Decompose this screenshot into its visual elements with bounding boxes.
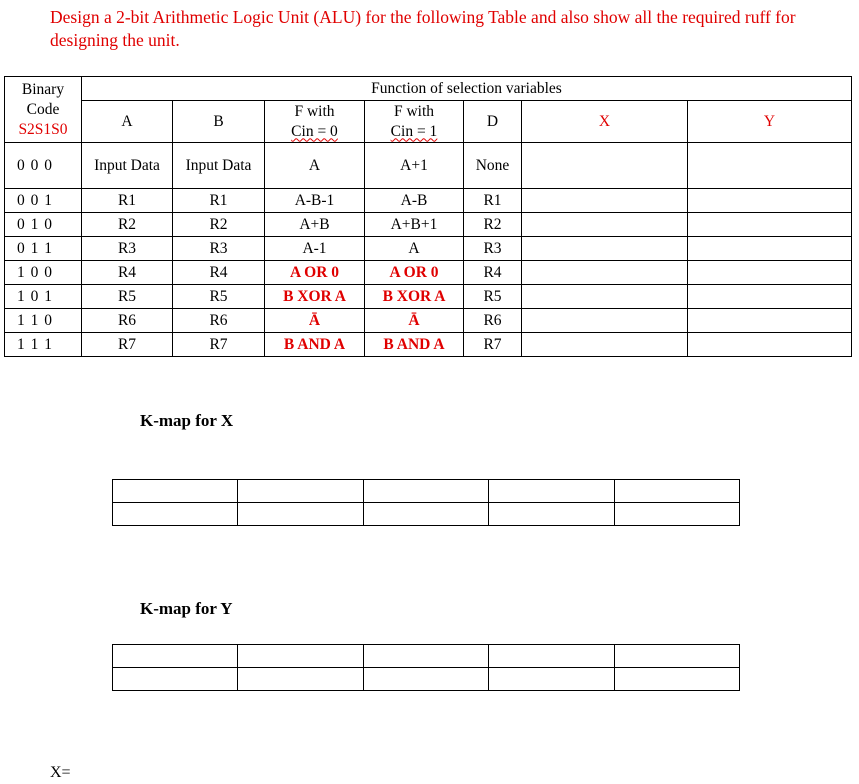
cell-b: Input Data: [173, 143, 265, 189]
cell-select-code: 0 1 0: [5, 213, 82, 237]
cell-f-cin0: A+B: [265, 213, 365, 237]
table-row: [5, 261, 852, 285]
cell-x[interactable]: [522, 213, 688, 237]
col-f-cin0-header: F with Cin = 0: [265, 101, 365, 143]
cell-a: R2: [82, 213, 173, 237]
cell-d: R2: [464, 213, 522, 237]
cell-f-cin1: A: [365, 237, 464, 261]
cell-d: R3: [464, 237, 522, 261]
cell-x[interactable]: [522, 189, 688, 213]
cell-f-cin1: B AND A: [365, 333, 464, 357]
cell-x[interactable]: [522, 285, 688, 309]
cell-select-code: 0 1 1: [5, 237, 82, 261]
cell-b: R1: [173, 189, 265, 213]
cell-x[interactable]: [522, 143, 688, 189]
kmap-x-label: K-map for X: [140, 411, 234, 430]
cell-b: R5: [173, 285, 265, 309]
cell-b: R4: [173, 261, 265, 285]
cell-f-cin0: A-B-1: [265, 189, 365, 213]
function-group-header: Function of selection variables: [82, 77, 852, 101]
cell-b: R3: [173, 237, 265, 261]
cell-f-cin0: B XOR A: [265, 285, 365, 309]
table-row: [5, 309, 852, 333]
col-y-header: Y: [688, 101, 852, 143]
kmap-y-grid[interactable]: [112, 644, 740, 691]
cell-y[interactable]: [688, 285, 852, 309]
cell-d: R5: [464, 285, 522, 309]
cell-a: R7: [82, 333, 173, 357]
cell-f-cin1: A+1: [365, 143, 464, 189]
col-x-header: X: [522, 101, 688, 143]
binary-code-header: Binary Code S2S1S0: [5, 77, 82, 143]
table-row: [5, 285, 852, 309]
alu-function-table: [4, 76, 852, 357]
cell-d: R6: [464, 309, 522, 333]
cell-d: R7: [464, 333, 522, 357]
cell-a: R1: [82, 189, 173, 213]
cell-f-cin0: A OR 0: [265, 261, 365, 285]
cell-a: Input Data: [82, 143, 173, 189]
table-row: [5, 143, 852, 189]
table-row: [5, 213, 852, 237]
table-row: [5, 333, 852, 357]
cell-x[interactable]: [522, 309, 688, 333]
select-variable-header: S2S1S0: [18, 120, 68, 138]
cell-a: R6: [82, 309, 173, 333]
cell-f-cin1: A OR 0: [365, 261, 464, 285]
cell-select-code: 1 1 1: [5, 333, 82, 357]
cell-d: R1: [464, 189, 522, 213]
cell-b: R7: [173, 333, 265, 357]
table-row: [5, 237, 852, 261]
cell-select-code: 1 0 0: [5, 261, 82, 285]
x-equation-label: X=: [50, 764, 71, 781]
cell-f-cin0: B AND A: [265, 333, 365, 357]
cell-d: R4: [464, 261, 522, 285]
cell-b: R6: [173, 309, 265, 333]
kmap-y-label: K-map for Y: [140, 599, 233, 618]
cell-y[interactable]: [688, 189, 852, 213]
kmap-x-grid[interactable]: [112, 479, 740, 526]
cell-x[interactable]: [522, 333, 688, 357]
cell-f-cin1: B XOR A: [365, 285, 464, 309]
cell-f-cin0: A-1: [265, 237, 365, 261]
col-b-header: B: [173, 101, 265, 143]
cell-y[interactable]: [688, 213, 852, 237]
cell-y[interactable]: [688, 143, 852, 189]
cell-f-cin1: A+B+1: [365, 213, 464, 237]
cell-f-cin1: Ā: [365, 309, 464, 333]
cell-select-code: 0 0 1: [5, 189, 82, 213]
cell-f-cin1: A-B: [365, 189, 464, 213]
cell-y[interactable]: [688, 309, 852, 333]
cell-a: R5: [82, 285, 173, 309]
cell-select-code: 1 1 0: [5, 309, 82, 333]
cell-d: None: [464, 143, 522, 189]
cell-a: R3: [82, 237, 173, 261]
cell-b: R2: [173, 213, 265, 237]
cell-x[interactable]: [522, 261, 688, 285]
cell-f-cin0: Ā: [265, 309, 365, 333]
cell-y[interactable]: [688, 333, 852, 357]
cell-select-code: 0 0 0: [5, 143, 82, 189]
cell-select-code: 1 0 1: [5, 285, 82, 309]
cell-f-cin0: A: [265, 143, 365, 189]
cell-y[interactable]: [688, 261, 852, 285]
table-row: [5, 189, 852, 213]
col-d-header: D: [464, 101, 522, 143]
cell-y[interactable]: [688, 237, 852, 261]
question-title: Design a 2-bit Arithmetic Logic Unit (ALU) for the following Table and also show all the required ruff for designing the unit.: [50, 7, 796, 50]
col-a-header: A: [82, 101, 173, 143]
cell-a: R4: [82, 261, 173, 285]
col-f-cin1-header: F with Cin = 1: [365, 101, 464, 143]
cell-x[interactable]: [522, 237, 688, 261]
